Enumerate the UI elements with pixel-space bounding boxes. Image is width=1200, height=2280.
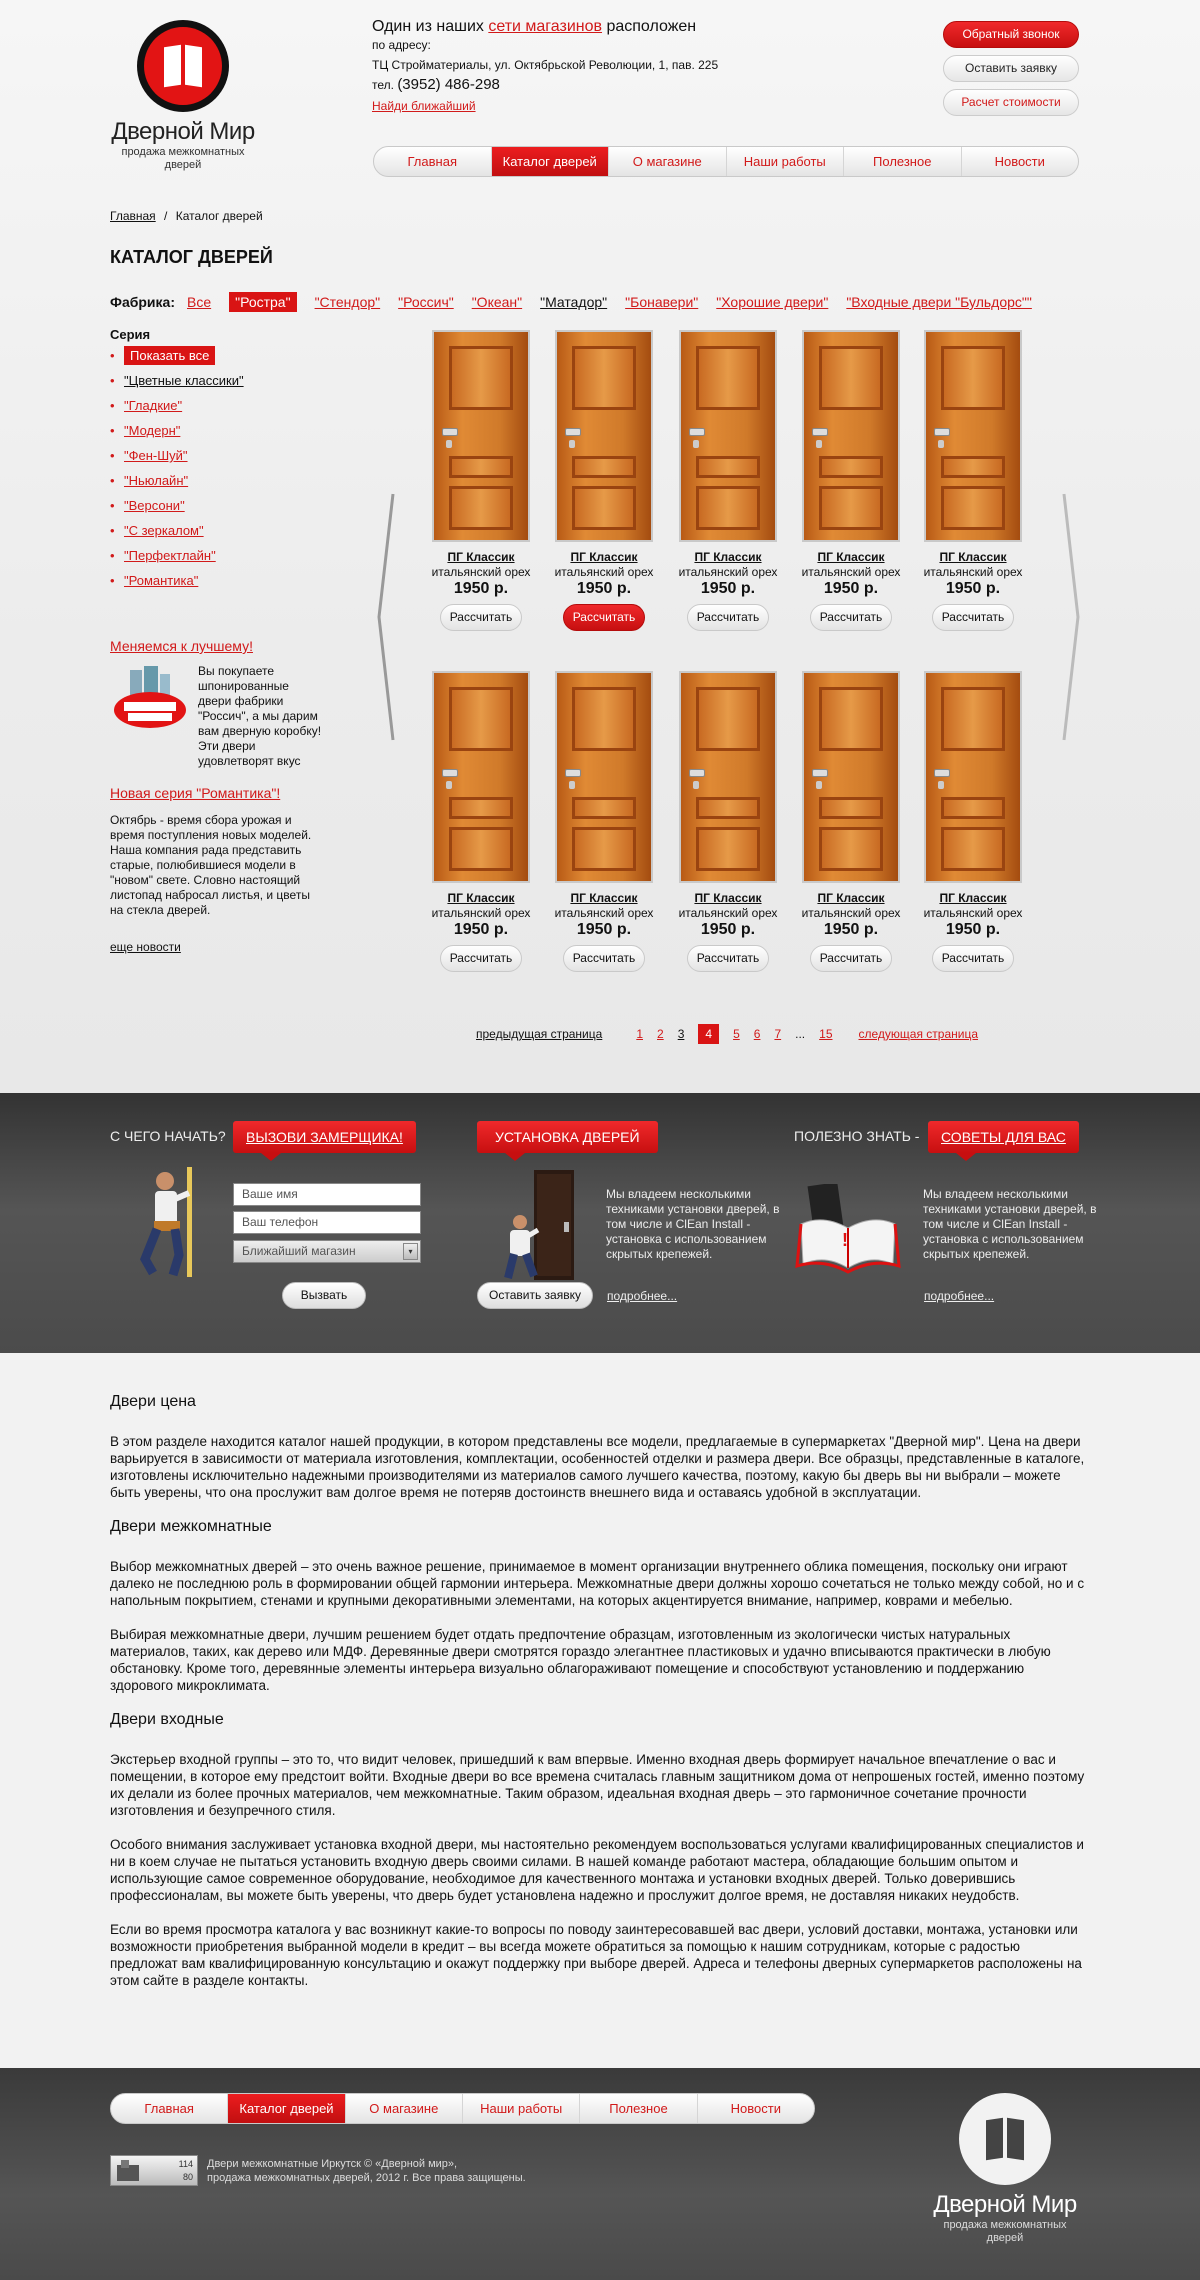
paragraph: Выбор межкомнатных дверей – это очень важное решение, принимаемое в момент организации внутреннего облика помещения, поскольку они играют далеко не последнюю роль в формировании общей гармонии интерьера. Межкомнатные двери должны хорошо сочетаться не только между собой, но и с напольным покрытием, стенами и крупными декоративными элементами, на которых акцентируется внимание, например, коврами и мебелью. xyxy=(110,1559,1085,1608)
product-card xyxy=(429,330,533,631)
product-name[interactable]: ПГ Классик xyxy=(447,891,515,905)
door-image[interactable] xyxy=(679,330,777,542)
tips-ribbon[interactable]: СОВЕТЫ ДЛЯ ВАС xyxy=(928,1121,1079,1153)
store-select[interactable] xyxy=(233,1240,421,1263)
series-item-label: "Романтика" xyxy=(124,573,199,588)
visit-counter[interactable] xyxy=(110,2155,198,2186)
product-material: итальянский орех xyxy=(801,906,901,920)
product-price: 1950 р. xyxy=(823,580,879,597)
calculate-button[interactable]: Рассчитать xyxy=(932,604,1014,631)
series-item-perfectline[interactable] xyxy=(110,546,340,571)
logo-emblem xyxy=(137,20,229,112)
section-heading: Двери межкомнатные xyxy=(110,1518,272,1535)
svg-text:!: ! xyxy=(842,1230,848,1250)
footer-nav-news[interactable]: Новости xyxy=(730,2101,781,2116)
product-material: итальянский орех xyxy=(801,565,901,579)
product-price: 1950 р. xyxy=(700,580,756,597)
door-image[interactable] xyxy=(432,330,530,542)
intro-text-after: расположен xyxy=(602,18,697,35)
footer-nav-home[interactable]: Главная xyxy=(111,2094,228,2123)
factory-matador[interactable]: "Матадор" xyxy=(540,294,608,310)
book-icon xyxy=(793,1184,903,1274)
product-price: 1950 р. xyxy=(823,921,879,938)
product-price: 1950 р. xyxy=(576,580,632,597)
factory-rostra[interactable]: "Ростра" xyxy=(229,292,296,312)
series-item-label: "Версони" xyxy=(124,498,185,513)
factory-stendor[interactable]: "Стендор" xyxy=(314,294,381,310)
product-card xyxy=(921,330,1025,631)
main-nav xyxy=(373,146,1079,177)
product-name[interactable]: ПГ Классик xyxy=(570,550,638,564)
factory-bonaveri[interactable]: "Бонавери" xyxy=(625,294,699,310)
store-address-block xyxy=(372,18,732,113)
product-name[interactable]: ПГ Классик xyxy=(939,891,1007,905)
news-item xyxy=(110,785,325,954)
current-page: 4 xyxy=(698,1024,719,1044)
news-title[interactable]: Новая серия "Романтика"! xyxy=(110,785,281,801)
product-price: 1950 р. xyxy=(453,580,509,597)
footer-nav xyxy=(110,2093,815,2124)
product-material: итальянский орех xyxy=(554,906,654,920)
product-name[interactable]: ПГ Классик xyxy=(570,891,638,905)
product-card xyxy=(676,330,780,631)
page-link[interactable]: 15 xyxy=(819,1027,833,1041)
nav-item-home[interactable]: Главная xyxy=(374,147,492,176)
page-link[interactable]: 5 xyxy=(733,1027,740,1041)
paragraph: Экстерьер входной группы – это то, что видит человек, пришедший к вам впервые. Именно входная дверь формирует начальное впечатление о вас и помещении, в которое ему предстоит войти. Входные двери во все времена считалась главным защитником дома от непрошеных гостей, именно поэтому их делали из более прочных материалов, чем межкомнатные. Таким образом, идеальная входная дверь – это гармоничное сочетание прочности изготовления и безупречного стиля. xyxy=(110,1752,1085,1818)
logo-emblem xyxy=(959,2093,1051,2185)
calculate-button[interactable]: Рассчитать xyxy=(687,604,769,631)
series-item-label: "Цветные классики" xyxy=(124,373,244,388)
tips-description: Мы владеем несколькими техниками установки дверей, в том числе и ClEan Install - установка с использованием скрытых крепежей. xyxy=(923,1187,1097,1261)
top-buttons xyxy=(943,21,1079,123)
series-sidebar xyxy=(110,327,340,596)
product-material: итальянский орех xyxy=(431,906,531,920)
page-link[interactable]: 6 xyxy=(753,1027,761,1041)
breadcrumb-separator: / xyxy=(164,209,168,223)
measurer-image xyxy=(135,1163,205,1281)
phone-number: (3952) 486-298 xyxy=(397,76,500,93)
store-address: ТЦ Стройматериалы, ул. Октябрьской Революции, 1, пав. 225 xyxy=(372,58,719,72)
door-icon xyxy=(986,2119,1024,2159)
store-select-value: Ближайший магазин xyxy=(242,1244,356,1258)
pagination xyxy=(476,1024,992,1044)
product-name[interactable]: ПГ Классик xyxy=(694,891,762,905)
news-text: Вы покупаете шпонированные двери фабрики "Россич", а мы дарим вам дверную коробку! Эти двери удовлетворят вкус xyxy=(198,664,322,768)
installation-description: Мы владеем несколькими техниками установки дверей, в том числе и ClEan Install - установка с использованием скрытых крепежей. xyxy=(606,1187,780,1261)
series-item-mirror[interactable] xyxy=(110,521,340,546)
factory-buldors[interactable]: "Входные двери "Бульдорс"" xyxy=(846,294,1032,310)
door-image[interactable] xyxy=(555,671,653,883)
copyright-line: продажа межкомнатных дверей, 2012 г. Все права защищены. xyxy=(207,2172,526,2184)
calculate-button[interactable]: Рассчитать xyxy=(440,945,522,972)
section-heading: Двери входные xyxy=(110,1711,224,1728)
product-card xyxy=(921,671,1025,972)
product-price: 1950 р. xyxy=(700,921,756,938)
nav-item-works[interactable]: Наши работы xyxy=(727,147,845,176)
door-icon xyxy=(164,46,202,86)
pagination-ellipsis: ... xyxy=(795,1027,806,1041)
series-item-label: "Перфектлайн" xyxy=(124,548,216,563)
breadcrumb xyxy=(110,209,263,223)
door-image[interactable] xyxy=(924,330,1022,542)
seo-content xyxy=(110,1393,1090,2006)
intro-text: Один из наших xyxy=(372,18,489,35)
product-price: 1950 р. xyxy=(945,921,1001,938)
series-item-label: Показать все xyxy=(124,346,215,365)
series-item-label: "Модерн" xyxy=(124,423,181,438)
promo-logo-image xyxy=(110,664,188,736)
product-price: 1950 р. xyxy=(453,921,509,938)
door-image[interactable] xyxy=(802,671,900,883)
product-name[interactable]: ПГ Классик xyxy=(817,550,885,564)
counter-logo-icon xyxy=(113,2157,143,2186)
prev-page-link[interactable]: предыдущая страница xyxy=(476,1027,603,1041)
nav-item-about[interactable]: О магазине xyxy=(609,147,727,176)
phone-input[interactable]: Ваш телефон xyxy=(233,1211,421,1234)
product-material: итальянский орех xyxy=(923,565,1023,579)
call-measurer-ribbon[interactable]: ВЫЗОВИ ЗАМЕРЩИКА! xyxy=(233,1121,416,1153)
stores-link[interactable]: сети магазинов xyxy=(488,18,603,35)
paragraph: Выбирая межкомнатные двери, лучшим решением будет отдать предпочтение образцам, изготовленным из экологически чистых натуральных материалов, таких, как дерево или МДФ. Деревянные двери смотрятся гораздо элегантнее пластиковых и удачно вписываются практически в любую обстановку. Кроме того, деревянные элементы интерьера визуально облагораживают помещение и способствуют установлению и поддержанию здорового микроклимата. xyxy=(110,1627,1051,1693)
copyright xyxy=(207,2157,526,2185)
installation-request-button[interactable]: Оставить заявку xyxy=(477,1282,593,1309)
series-item-smooth[interactable] xyxy=(110,396,340,421)
series-item-label: "С зеркалом" xyxy=(124,523,204,538)
factory-all[interactable]: Все xyxy=(187,294,212,310)
paragraph: Особого внимания заслуживает установка входной двери, мы настоятельно рекомендуем воспользоваться услугами квалифицированных специалистов и ни в коем случае не пытаться установить входную дверь своими силами. В нашей команде работают мастера, обладающие большим опытом и использующие самое современное оборудование, необходимое для качественного монтажа и установки входных дверей. Только доверившись профессионалам, вы можете быть уверены, что дверь будет установлена надежно и прослужит долгое время, не доставляя никаких неудобств. xyxy=(110,1837,1084,1903)
tips-more-link[interactable]: подробнее... xyxy=(924,1289,995,1303)
callback-button[interactable]: Обратный звонок xyxy=(943,21,1079,48)
factory-okean[interactable]: "Океан" xyxy=(471,294,523,310)
news-title[interactable]: Меняемся к лучшему! xyxy=(110,638,253,654)
footer-logo[interactable] xyxy=(930,2093,1080,2245)
calc-cost-button[interactable]: Расчет стоимости xyxy=(943,89,1079,116)
page-link[interactable]: 7 xyxy=(774,1027,782,1041)
series-item-versoni[interactable] xyxy=(110,496,340,521)
footer-nav-useful[interactable]: Полезное xyxy=(580,2094,697,2123)
footer-nav-works[interactable]: Наши работы xyxy=(463,2094,580,2123)
logo-tagline: продажа межкомнатных дверей xyxy=(121,146,245,171)
installation-more-link[interactable]: подробнее... xyxy=(607,1289,678,1303)
product-card xyxy=(552,671,656,972)
carousel-next-arrow-icon[interactable] xyxy=(1062,492,1080,742)
calculate-button[interactable]: Рассчитать xyxy=(810,945,892,972)
next-page-link[interactable]: следующая страница xyxy=(858,1027,979,1041)
product-name[interactable]: ПГ Классик xyxy=(694,550,762,564)
by-address-label: по адресу: xyxy=(372,38,431,52)
section-heading: Двери цена xyxy=(110,1393,196,1410)
product-name[interactable]: ПГ Классик xyxy=(939,550,1007,564)
calculate-button[interactable]: Рассчитать xyxy=(810,604,892,631)
product-price: 1950 р. xyxy=(945,580,1001,597)
series-item-all[interactable] xyxy=(110,346,340,371)
footer-nav-catalog[interactable]: Каталог дверей xyxy=(228,2094,345,2123)
factory-horoshie-dveri[interactable]: "Хорошие двери" xyxy=(716,294,829,310)
series-item-romantika[interactable] xyxy=(110,571,340,596)
door-image[interactable] xyxy=(432,671,530,883)
series-item-label: "Гладкие" xyxy=(124,398,183,413)
door-installation-ribbon[interactable]: УСТАНОВКА ДВЕРЕЙ xyxy=(477,1121,658,1153)
door-image[interactable] xyxy=(924,671,1022,883)
series-item-newline[interactable] xyxy=(110,471,340,496)
product-card xyxy=(676,671,780,972)
series-item-modern[interactable] xyxy=(110,421,340,446)
series-item-label: "Фен-Шуй" xyxy=(124,448,188,463)
product-card xyxy=(429,671,533,972)
request-button[interactable]: Оставить заявку xyxy=(943,55,1079,82)
counter-value: 114 xyxy=(178,2159,193,2169)
page-title: КАТАЛОГ ДВЕРЕЙ xyxy=(110,247,273,267)
name-input[interactable]: Ваше имя xyxy=(233,1183,421,1206)
nav-item-useful[interactable]: Полезное xyxy=(844,147,962,176)
series-item-label: "Ньюлайн" xyxy=(124,473,189,488)
product-name[interactable]: ПГ Классик xyxy=(447,550,515,564)
series-item-feng-shui[interactable] xyxy=(110,446,340,471)
call-button[interactable]: Вызвать xyxy=(282,1282,366,1309)
door-image[interactable] xyxy=(679,671,777,883)
product-material: итальянский орех xyxy=(678,565,778,579)
counter-value: 80 xyxy=(182,2172,193,2182)
logo-name: Дверной Мир xyxy=(933,2191,1077,2218)
product-material: итальянский орех xyxy=(554,565,654,579)
chevron-down-icon[interactable]: ▾ xyxy=(403,1243,418,1260)
calculate-button[interactable]: Рассчитать xyxy=(687,945,769,972)
breadcrumb-home[interactable]: Главная xyxy=(110,209,156,223)
product-price: 1950 р. xyxy=(576,921,632,938)
page-link[interactable]: 3 xyxy=(677,1027,685,1041)
door-image[interactable] xyxy=(802,330,900,542)
calculate-button[interactable]: Рассчитать xyxy=(563,604,645,631)
news-text: Октябрь - время сбора урожая и время поступления новых моделей. Наша компания рада представить старые, полюбившиеся модели в "новом" свете. Словно настоящий листопад набросал листья, и цветы на стекла дверей. xyxy=(110,813,312,917)
footer-nav-about[interactable]: О магазине xyxy=(346,2094,463,2123)
series-title: Серия xyxy=(110,327,151,342)
product-material: итальянский орех xyxy=(678,906,778,920)
product-material: итальянский орех xyxy=(431,565,531,579)
calculate-button[interactable]: Рассчитать xyxy=(932,945,1014,972)
product-material: итальянский орех xyxy=(923,906,1023,920)
paragraph: Если во время просмотра каталога у вас возникнут какие-то вопросы по поводу заинтересовавшей вас двери, условий доставки, монтажа, установки или возможности приобретения выбранной модели в кредит – вы всегда можете обратиться за помощью к нашим сотрудникам, которые с радостью предложат вам квалифицированную консультацию и окажут поддержку при выборе дверей. Адреса и телефоны дверных супермаркетов расположены на этом сайте в разделе контакты. xyxy=(110,1922,1082,1988)
product-card xyxy=(799,671,903,972)
product-card xyxy=(552,330,656,631)
more-news-link[interactable]: еще новости xyxy=(110,940,181,954)
paragraph: В этом разделе находится каталог нашей продукции, в котором представлены все модели, предлагаемые в супермаркетах "Дверной мир". Цена на двери варьируется в зависимости от материала изготовления, комплектации, особенностей отделки и размера двери. Все образцы, представленные в каталоге, изготовлены исключительно надежными производителями из материалов самого лучшего качества, поэтому, какую бы дверь вы ни выбрали – можете быть уверены, что она прослужит вам долгое время не потеряв достоинств внешнего вида и оставаясь удобной в эксплуатации. xyxy=(110,1434,1085,1500)
news-item xyxy=(110,638,325,769)
product-name[interactable]: ПГ Классик xyxy=(817,891,885,905)
calculate-button[interactable]: Рассчитать xyxy=(563,945,645,972)
logo-tagline: продажа межкомнатных дверей xyxy=(943,2219,1067,2244)
page-link[interactable]: 2 xyxy=(657,1027,664,1041)
door-image[interactable] xyxy=(555,330,653,542)
product-card xyxy=(799,330,903,631)
logo-name: Дверной Мир xyxy=(111,118,255,145)
factory-label: Фабрика: xyxy=(110,294,175,310)
breadcrumb-current: Каталог дверей xyxy=(175,209,263,223)
site-logo[interactable] xyxy=(108,20,258,172)
carousel-prev-arrow-icon[interactable] xyxy=(377,492,395,742)
series-item-colored-classics[interactable] xyxy=(110,371,340,396)
factory-rossich[interactable]: "Россич" xyxy=(398,294,454,310)
useful-label: ПОЛЕЗНО ЗНАТЬ - xyxy=(794,1128,920,1144)
start-label: С ЧЕГО НАЧАТЬ? xyxy=(110,1128,226,1144)
nav-item-news[interactable]: Новости xyxy=(994,154,1045,169)
calculate-button[interactable]: Рассчитать xyxy=(440,604,522,631)
nav-item-catalog[interactable]: Каталог дверей xyxy=(492,147,610,176)
page-link[interactable]: 1 xyxy=(636,1027,643,1041)
installer-image xyxy=(494,1166,590,1284)
factory-filter xyxy=(110,292,1050,312)
copyright-line: Двери межкомнатные Иркутск © «Дверной мир», xyxy=(207,2158,458,2170)
find-nearest-link[interactable]: Найди ближайший xyxy=(372,99,476,113)
phone-label: тел. xyxy=(372,78,398,92)
